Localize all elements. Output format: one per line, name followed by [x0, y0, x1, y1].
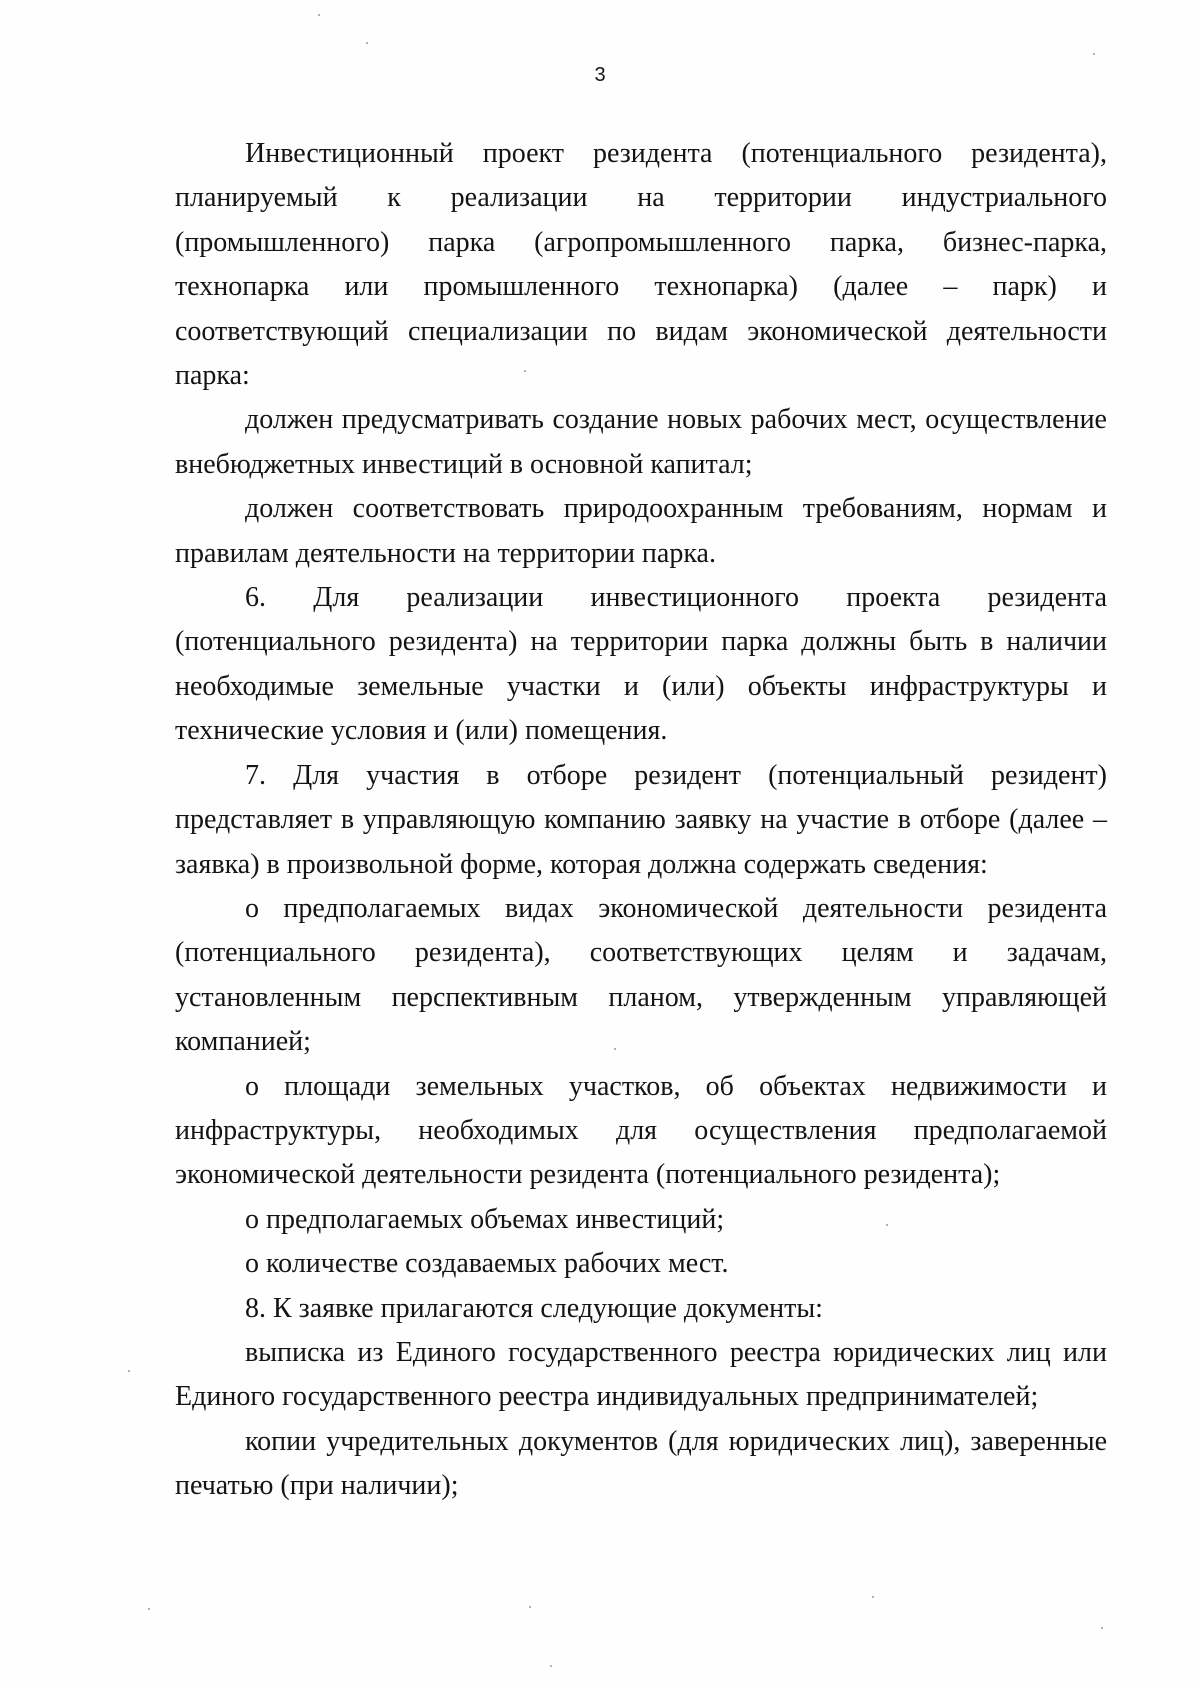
scan-speck: [148, 1608, 150, 1610]
paragraph-founding-documents: копии учредительных документов (для юридических лиц), заверенные печатью (при наличии);: [175, 1425, 1107, 1502]
scan-speck: [318, 14, 320, 16]
paragraph-item-8: 8. К заявке прилагаются следующие документы:: [245, 1292, 823, 1324]
document-body: [175, 132, 1107, 1509]
scan-speck: [366, 42, 368, 44]
scan-speck: [1093, 53, 1095, 55]
paragraph-environmental-requirement: должен соответствовать природоохранным требованиям, нормам и правилам деятельности на территории парка.: [175, 493, 1107, 569]
scan-speck: [1101, 1627, 1103, 1629]
paragraph-jobs-requirement: должен предусматривать создание новых рабочих мест, осуществление внебюджетных инвестиций в основной капитал;: [175, 404, 1107, 480]
page-number: 3: [594, 64, 606, 86]
paragraph-activity-types: о предполагаемых видах экономической деятельности резидента (потенциального резидента), соответствующих целям и задачам, установленным перспективным планом, утвержденным управляющей компанией;: [175, 892, 1107, 1058]
paragraph-land-area: о площади земельных участков, об объектах недвижимости и инфраструктуры, необходимых для осуществления предполагаемой экономической деятельности резидента (потенциального резидента);: [175, 1070, 1107, 1191]
paragraph-investment-volume: о предполагаемых объемах инвестиций;: [245, 1203, 725, 1235]
paragraph-item-6: 6. Для реализации инвестиционного проекта резидента (потенциального резидента) на территории парка должны быть в наличии необходимые земельные участки и (или) объекты инфраструктуры и технические условия и (или) помещения.: [175, 582, 1107, 747]
paragraph-job-count: о количестве создаваемых рабочих мест.: [245, 1248, 729, 1280]
scan-speck: [524, 370, 526, 372]
paragraph-intro: Инвестиционный проект резидента (потенциального резидента), планируемый к реализации на территории индустриального (промышленного) парка (агропромышленного парка, бизнес-парка, технопарка или промышленного технопарка) (далее – парк) и соответствующий специализации по видам экономической деятельности парка:: [175, 138, 1107, 392]
scan-speck: [872, 1596, 874, 1598]
paragraph-registry-extract: выписка из Единого государственного реестра юридических лиц или Единого государственного реестра индивидуальных предпринимателей;: [175, 1336, 1107, 1413]
scan-speck: [614, 1048, 616, 1050]
paragraph-item-7: 7. Для участия в отборе резидент (потенциальный резидент) представляет в управляющую компанию заявку на участие в отборе (далее – заявка) в произвольной форме, которая должна содержать сведения:: [175, 759, 1107, 880]
scan-speck: [886, 1224, 888, 1226]
scan-speck: [128, 1370, 130, 1372]
scan-speck: [529, 1606, 531, 1608]
scan-speck: [550, 1665, 552, 1667]
